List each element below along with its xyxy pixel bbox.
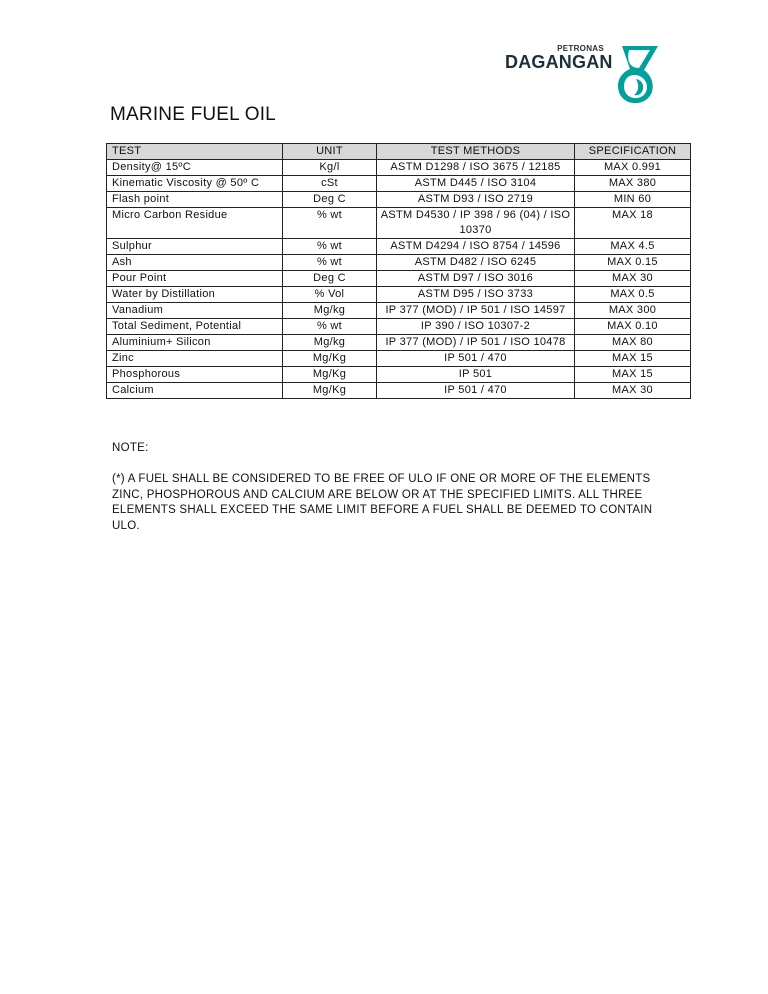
- cell-test: Total Sediment, Potential: [107, 319, 283, 335]
- cell-spec: MAX 0.15: [575, 255, 691, 271]
- cell-unit: Kg/l: [283, 160, 377, 176]
- note-label: NOTE:: [112, 442, 149, 454]
- cell-test: Calcium: [107, 383, 283, 399]
- cell-spec: MAX 300: [575, 303, 691, 319]
- cell-spec: MAX 380: [575, 176, 691, 192]
- cell-unit: Deg C: [283, 192, 377, 208]
- cell-unit: Mg/Kg: [283, 383, 377, 399]
- cell-unit: cSt: [283, 176, 377, 192]
- table-row: [107, 287, 691, 303]
- cell-spec: MAX 80: [575, 335, 691, 351]
- table-row: [107, 383, 691, 399]
- cell-unit: % wt: [283, 208, 377, 239]
- cell-unit: Mg/kg: [283, 335, 377, 351]
- table-header-row: [107, 144, 691, 160]
- cell-test: Density@ 15ºC: [107, 160, 283, 176]
- header-specification: SPECIFICATION: [575, 144, 691, 160]
- header-test-methods: TEST METHODS: [377, 144, 575, 160]
- cell-spec: MAX 0.10: [575, 319, 691, 335]
- cell-method: IP 377 (MOD) / IP 501 / ISO 10478: [377, 335, 575, 351]
- cell-method: IP 501 / 470: [377, 383, 575, 399]
- logo-name-text: DAGANGAN: [505, 52, 613, 72]
- cell-method: ASTM D97 / ISO 3016: [377, 271, 575, 287]
- cell-test: Micro Carbon Residue: [107, 208, 283, 239]
- cell-method: ASTM D93 / ISO 2719: [377, 192, 575, 208]
- cell-spec: MAX 30: [575, 271, 691, 287]
- petronas-dagangan-logo: [505, 42, 660, 106]
- cell-method: ASTM D4530 / IP 398 / 96 (04) / ISO 10370: [377, 208, 575, 239]
- page-title: MARINE FUEL OIL: [110, 104, 276, 125]
- table-row: [107, 351, 691, 367]
- table-row: [107, 335, 691, 351]
- cell-test: Pour Point: [107, 271, 283, 287]
- cell-method: IP 501: [377, 367, 575, 383]
- cell-spec: MAX 15: [575, 367, 691, 383]
- cell-unit: % wt: [283, 255, 377, 271]
- cell-test: Aluminium+ Silicon: [107, 335, 283, 351]
- fuel-spec-table: [106, 143, 691, 399]
- cell-method: ASTM D1298 / ISO 3675 / 12185: [377, 160, 575, 176]
- cell-unit: Mg/kg: [283, 303, 377, 319]
- cell-method: ASTM D95 / ISO 3733: [377, 287, 575, 303]
- cell-test: Zinc: [107, 351, 283, 367]
- cell-method: IP 501 / 470: [377, 351, 575, 367]
- cell-unit: Mg/Kg: [283, 351, 377, 367]
- cell-unit: % Vol: [283, 287, 377, 303]
- table-row: [107, 176, 691, 192]
- petronas-drop-icon: [612, 42, 660, 106]
- cell-spec: MAX 0.5: [575, 287, 691, 303]
- cell-unit: % wt: [283, 319, 377, 335]
- cell-spec: MAX 15: [575, 351, 691, 367]
- table-row: [107, 160, 691, 176]
- cell-spec: MAX 0.991: [575, 160, 691, 176]
- table-row: [107, 367, 691, 383]
- table-row: [107, 319, 691, 335]
- table-row: [107, 239, 691, 255]
- header-unit: UNIT: [283, 144, 377, 160]
- cell-test: Flash point: [107, 192, 283, 208]
- logo-brand-text: PETRONAS: [557, 44, 604, 53]
- table-row: [107, 271, 691, 287]
- cell-spec: MAX 30: [575, 383, 691, 399]
- table-row: [107, 208, 691, 239]
- cell-method: IP 390 / ISO 10307-2: [377, 319, 575, 335]
- cell-test: Water by Distillation: [107, 287, 283, 303]
- table-row: [107, 303, 691, 319]
- note-text: (*) A FUEL SHALL BE CONSIDERED TO BE FREE OF ULO IF ONE OR MORE OF THE ELEMENTS ZINC, PHOSPHOROUS AND CALCIUM ARE BELOW OR AT THE SPECIFIED LIMITS. ALL THREE ELEMENTS SHALL EXCEED THE SAME LIMIT BEFORE A FUEL SHALL BE DEEMED TO CONTAIN ULO.: [112, 473, 653, 532]
- header-test: TEST: [107, 144, 283, 160]
- cell-test: Vanadium: [107, 303, 283, 319]
- cell-method: ASTM D482 / ISO 6245: [377, 255, 575, 271]
- cell-test: Kinematic Viscosity @ 50º C: [107, 176, 283, 192]
- cell-method: ASTM D445 / ISO 3104: [377, 176, 575, 192]
- table-row: [107, 192, 691, 208]
- table-row: [107, 255, 691, 271]
- cell-unit: % wt: [283, 239, 377, 255]
- cell-method: IP 377 (MOD) / IP 501 / ISO 14597: [377, 303, 575, 319]
- cell-spec: MAX 18: [575, 208, 691, 239]
- cell-test: Phosphorous: [107, 367, 283, 383]
- cell-test: Ash: [107, 255, 283, 271]
- cell-unit: Deg C: [283, 271, 377, 287]
- cell-method: ASTM D4294 / ISO 8754 / 14596: [377, 239, 575, 255]
- cell-unit: Mg/Kg: [283, 367, 377, 383]
- cell-spec: MIN 60: [575, 192, 691, 208]
- cell-test: Sulphur: [107, 239, 283, 255]
- cell-spec: MAX 4.5: [575, 239, 691, 255]
